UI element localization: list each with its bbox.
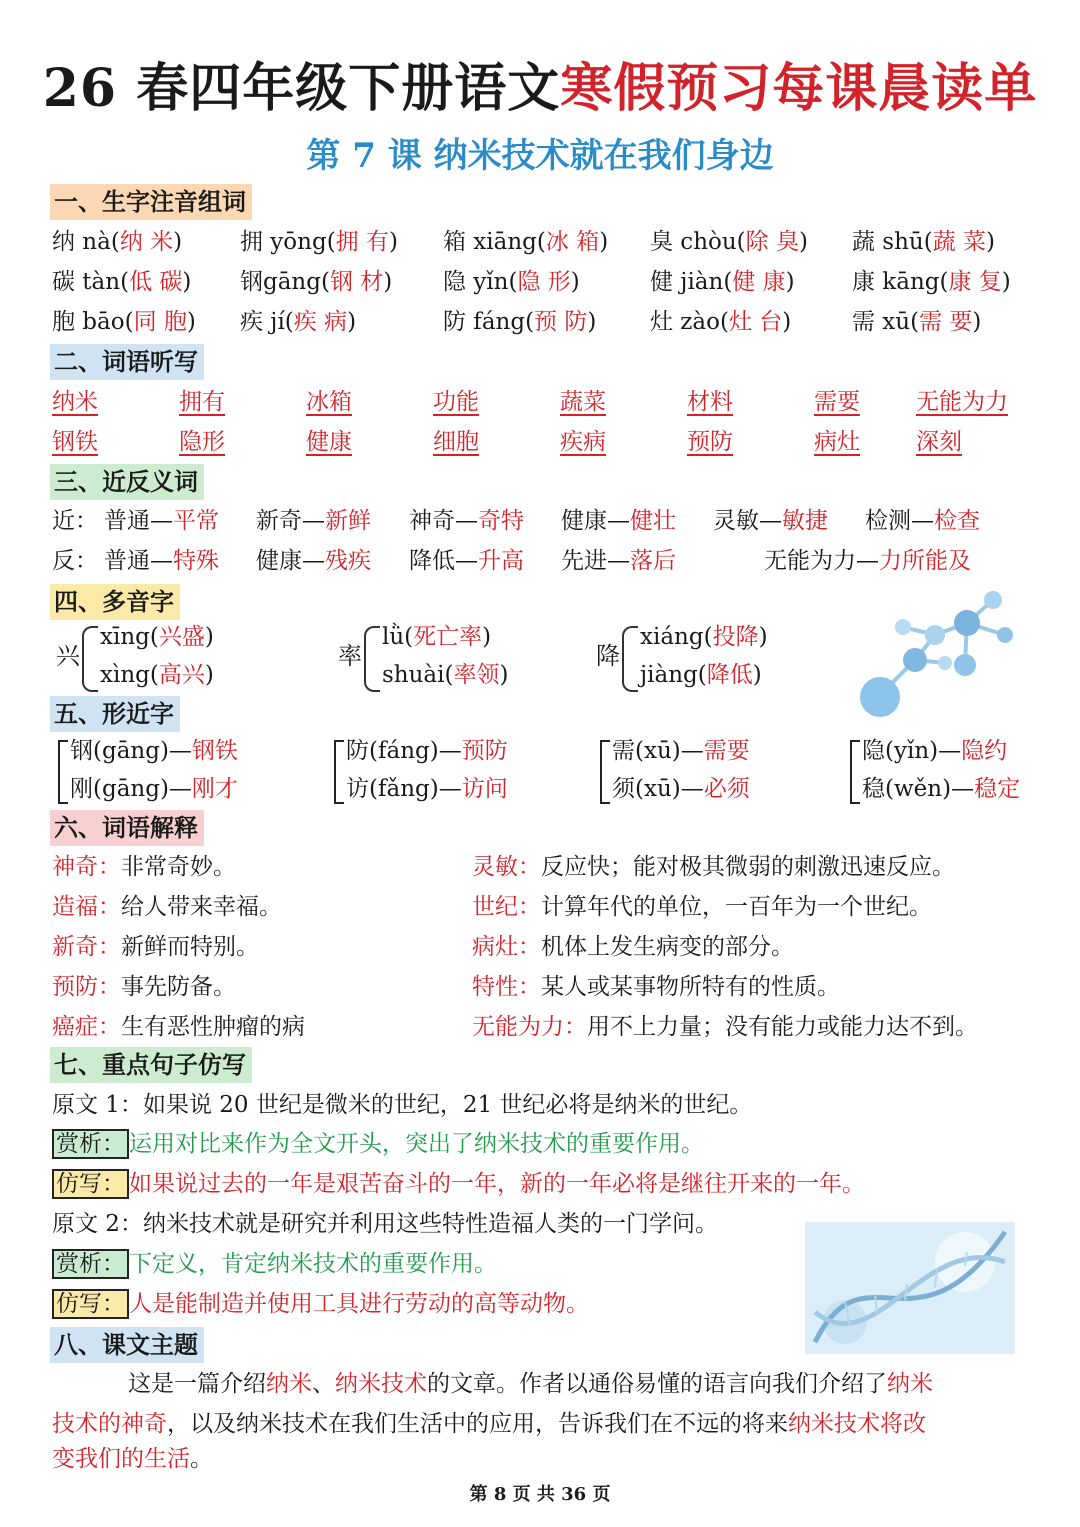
char-entry: [52, 306, 196, 338]
similar-char-entry: [70, 735, 238, 767]
char-word: 健 康: [732, 269, 786, 295]
brace: [622, 626, 638, 692]
definition-text: 计算年代的单位，一百年为一个世纪。: [541, 894, 932, 920]
antonym-match: 升高: [478, 548, 524, 574]
title-prefix: 26 春四年级下册语文: [42, 58, 561, 119]
char-word: 拥 有: [335, 229, 389, 255]
section-heading-5: 五、形近字: [50, 696, 180, 732]
char-pinyin: 健 jiàn(: [650, 269, 733, 295]
similar-char-entry: [612, 735, 750, 767]
similar-char-entry: [862, 773, 1020, 805]
analysis-text-2: 下定义，肯定纳米技术的重要作用。: [129, 1251, 497, 1277]
definition-term: 造福：: [52, 894, 121, 920]
similar-char-entry: [862, 735, 1007, 767]
polyphone-reading: shuài(率领): [382, 662, 509, 688]
section-heading-8: 八、课文主题: [50, 1327, 204, 1363]
antonym-word: 普通—: [104, 548, 173, 574]
brace: [364, 626, 380, 692]
definition-term: 新奇：: [52, 934, 121, 960]
analysis-text-1: 运用对比来作为全文开头，突出了纳米技术的重要作用。: [129, 1131, 704, 1157]
char-close: ): [383, 269, 393, 295]
definition-item: [52, 851, 236, 883]
imitation-tag: 仿写：: [52, 1169, 129, 1199]
polyphone-char: 降: [596, 642, 620, 670]
similar-char: 访(fǎng)—: [346, 776, 462, 802]
similar-char: 稳(wěn)—: [862, 776, 975, 802]
dictation-word: 健康: [306, 429, 352, 455]
synonym-match: 平常: [173, 508, 219, 534]
synonym-pair: [409, 505, 524, 537]
theme-line-3: 变我们的生活。: [52, 1446, 213, 1472]
section-heading-2: 二、词语听写: [50, 344, 204, 380]
char-entry: [852, 306, 981, 338]
original-sentence-1: 原文 1：如果说 20 世纪是微米的世纪，21 世纪必将是纳米的世纪。: [52, 1092, 753, 1118]
definition-text: 生有恶性肿瘤的病: [121, 1014, 305, 1040]
near-label: 近：: [52, 508, 98, 534]
analysis-tag: 赏析：: [52, 1129, 129, 1159]
analysis-tag: 赏析：: [52, 1249, 129, 1279]
char-pinyin: 隐 yǐn(: [443, 269, 518, 295]
imitation-text-1: 如果说过去的一年是艰苦奋斗的一年，新的一年必将是继往开来的一年。: [129, 1171, 865, 1197]
antonym-word: 健康—: [256, 548, 325, 574]
reading-pinyin: lǜ(: [382, 624, 414, 650]
polyphone-reading: xīng(兴盛): [100, 624, 214, 650]
definition-text: 事先防备。: [121, 974, 236, 1000]
char-close: ): [173, 229, 183, 255]
char-close: ): [587, 309, 597, 335]
antonym-pair: [104, 545, 219, 577]
similar-char: 防(fáng)—: [346, 738, 462, 764]
polyphone-reading: xiáng(投降): [640, 624, 768, 650]
polyphone-reading: xìng(高兴): [100, 662, 214, 688]
char-close: ): [570, 269, 580, 295]
definition-term: 特性：: [472, 974, 541, 1000]
dictation-word: 拥有: [179, 389, 225, 415]
polyphone-reading: jiàng(降低): [640, 662, 762, 688]
polyphone-char: 兴: [56, 642, 80, 670]
section-heading-6: 六、词语解释: [50, 810, 204, 846]
definition-term: 神奇：: [52, 854, 121, 880]
char-pinyin: 箱 xiāng(: [443, 229, 546, 255]
imitation-1: [52, 1168, 865, 1200]
similar-word: 必须: [703, 776, 750, 802]
definition-text: 反应快；能对极其微弱的刺激迅速反应。: [541, 854, 955, 880]
synonym-word: 健康—: [561, 508, 630, 534]
char-close: ): [782, 309, 792, 335]
polyphone-reading: lǜ(死亡率): [382, 624, 492, 650]
reading-word: 高兴: [158, 662, 205, 688]
char-pinyin: 拥 yōng(: [240, 229, 336, 255]
dictation-word: 钢铁: [52, 429, 98, 455]
similar-word: 访问: [461, 776, 508, 802]
similar-char-entry: [346, 735, 508, 767]
definition-item: [472, 931, 794, 963]
analysis-1: [52, 1128, 704, 1160]
char-close: ): [186, 309, 196, 335]
reading-pinyin: jiàng(: [640, 662, 707, 688]
definition-text: 给人带来幸福。: [121, 894, 282, 920]
theme-line-2: 技术的神奇，以及纳米技术在我们生活中的应用，告诉我们在不远的将来纳米技术将改: [52, 1411, 926, 1437]
char-pinyin: 臭 chòu(: [650, 229, 746, 255]
dictation-word: 纳米: [52, 389, 98, 415]
similar-word: 隐约: [961, 738, 1008, 764]
brace: [82, 626, 98, 692]
synonym-match: 新鲜: [325, 508, 371, 534]
polyphone-char: 率: [338, 642, 362, 670]
char-pinyin: 蔬 shū(: [852, 229, 933, 255]
char-entry: [52, 266, 191, 298]
char-entry: [240, 266, 392, 298]
definition-item: [472, 851, 955, 883]
char-pinyin: 疾 jí(: [240, 309, 294, 335]
theme-line-1: 这是一篇介绍纳米、纳米技术的文章。作者以通俗易懂的语言向我们介绍了纳米: [128, 1371, 933, 1397]
char-close: ): [599, 229, 609, 255]
char-entry: [240, 226, 398, 258]
similar-char: 须(xū)—: [612, 776, 704, 802]
anti-label: 反：: [52, 548, 98, 574]
char-word: 低 碳: [129, 269, 183, 295]
definition-term: 预防：: [52, 974, 121, 1000]
definition-term: 无能为力：: [472, 1014, 587, 1040]
dictation-word: 冰箱: [306, 389, 352, 415]
antonym-match: 残疾: [325, 548, 371, 574]
char-entry: [852, 226, 995, 258]
antonym-match: 特殊: [173, 548, 219, 574]
char-entry: [443, 266, 580, 298]
analysis-2: [52, 1248, 497, 1280]
bracket: [850, 740, 860, 804]
reading-pinyin: xiáng(: [640, 624, 713, 650]
synonym-pair: [561, 505, 676, 537]
molecule-image: [855, 585, 1020, 725]
antonym-pair: [764, 545, 971, 577]
antonym-word: 降低—: [409, 548, 478, 574]
reading-word: 死亡率: [413, 624, 483, 650]
definition-item: [472, 891, 932, 923]
dictation-word: 预防: [687, 429, 733, 455]
synonym-pair: [713, 505, 828, 537]
definition-term: 病灶：: [472, 934, 541, 960]
synonym-pair: [104, 505, 219, 537]
reading-pinyin: xìng(: [100, 662, 159, 688]
reading-pinyin: shuài(: [382, 662, 454, 688]
antonym-pair: [409, 545, 524, 577]
char-pinyin: 需 xū(: [852, 309, 920, 335]
synonym-word: 神奇—: [409, 508, 478, 534]
similar-char: 刚(gāng)—: [70, 776, 192, 802]
char-word: 灶 台: [728, 309, 783, 335]
similar-char: 隐(yǐn)—: [862, 738, 962, 764]
similar-word: 需要: [703, 738, 750, 764]
antonym-match: 力所能及: [879, 548, 971, 574]
char-pinyin: 胞 bāo(: [52, 309, 134, 335]
synonym-match: 检查: [934, 508, 980, 534]
similar-char: 需(xū)—: [612, 738, 704, 764]
char-pinyin: 碳 tàn(: [52, 269, 130, 295]
bracket: [58, 740, 68, 804]
char-entry: [240, 306, 356, 338]
dictation-word: 无能为力: [916, 389, 1008, 415]
synonym-match: 健壮: [630, 508, 676, 534]
similar-word: 刚才: [191, 776, 238, 802]
definition-text: 某人或某事物所特有的性质。: [541, 974, 840, 1000]
similar-char-entry: [612, 773, 750, 805]
synonym-word: 检测—: [865, 508, 934, 534]
dictation-word: 功能: [433, 389, 479, 415]
definition-item: [52, 891, 282, 923]
char-entry: [650, 266, 795, 298]
definition-term: 灵敏：: [472, 854, 541, 880]
char-word: 蔬 菜: [932, 229, 987, 255]
char-close: ): [388, 229, 398, 255]
char-entry: [852, 266, 1011, 298]
dictation-word: 需要: [814, 389, 860, 415]
imitation-text-2: 人是能制造并使用工具进行劳动的高等动物。: [129, 1291, 589, 1317]
synonym-word: 灵敏—: [713, 508, 782, 534]
definition-text: 机体上发生病变的部分。: [541, 934, 794, 960]
similar-char: 钢(gāng)—: [70, 738, 192, 764]
synonym-word: 新奇—: [256, 508, 325, 534]
char-pinyin: 防 fáng(: [443, 309, 535, 335]
original-sentence-2: 原文 2：纳米技术就是研究并利用这些特性造福人类的一门学问。: [52, 1211, 718, 1237]
char-word: 预 防: [534, 309, 588, 335]
dictation-word: 疾病: [560, 429, 606, 455]
char-close: ): [986, 229, 996, 255]
char-word: 除 臭: [745, 229, 799, 255]
bracket: [600, 740, 610, 804]
reading-word: 率领: [453, 662, 500, 688]
dictation-word: 病灶: [814, 429, 860, 455]
antonym-pair: [561, 545, 676, 577]
section-heading-7: 七、重点句子仿写: [50, 1047, 252, 1083]
imitation-2: [52, 1288, 589, 1320]
lesson-subtitle: 第 7 课 纳米技术就在我们身边: [306, 136, 774, 176]
section-heading-3: 三、近反义词: [50, 464, 204, 500]
char-pinyin: 灶 zào(: [650, 309, 729, 335]
similar-word: 预防: [461, 738, 508, 764]
reading-pinyin: xīng(: [100, 624, 159, 650]
char-word: 需 要: [919, 309, 973, 335]
synonym-pair: [865, 505, 980, 537]
dictation-word: 深刻: [916, 429, 962, 455]
definition-item: [472, 1011, 978, 1043]
char-close: ): [798, 229, 808, 255]
dictation-word: 蔬菜: [560, 389, 606, 415]
reading-word: 兴盛: [158, 624, 205, 650]
similar-word: 钢铁: [191, 738, 238, 764]
char-word: 同 胞: [133, 309, 187, 335]
page-title: [0, 46, 1080, 121]
definition-item: [52, 1011, 305, 1043]
reading-word: 投降: [712, 624, 759, 650]
char-entry: [443, 226, 608, 258]
definition-text: 用不上力量；没有能力或能力达不到。: [587, 1014, 978, 1040]
char-close: ): [785, 269, 795, 295]
char-word: 疾 病: [293, 309, 348, 335]
synonym-word: 普通—: [104, 508, 173, 534]
char-close: ): [182, 269, 192, 295]
antonym-match: 落后: [630, 548, 676, 574]
char-word: 钢 材: [329, 269, 384, 295]
antonym-word: 无能为力—: [764, 548, 879, 574]
page-number: 第 8 页 共 36 页: [469, 1484, 611, 1505]
definition-item: [52, 931, 259, 963]
char-word: 纳 米: [119, 229, 174, 255]
synonym-match: 敏捷: [782, 508, 828, 534]
imitation-tag: 仿写：: [52, 1289, 129, 1319]
dna-image: [805, 1222, 1015, 1354]
definition-item: [472, 971, 840, 1003]
char-entry: [650, 226, 808, 258]
char-entry: [52, 226, 182, 258]
similar-word: 稳定: [974, 776, 1021, 802]
dictation-word: 材料: [687, 389, 733, 415]
similar-char-entry: [346, 773, 508, 805]
synonym-match: 奇特: [478, 508, 524, 534]
definition-text: 非常奇妙。: [121, 854, 236, 880]
similar-char-entry: [70, 773, 238, 805]
char-close: ): [1001, 269, 1011, 295]
definition-term: 癌症：: [52, 1014, 121, 1040]
bracket: [334, 740, 344, 804]
definition-term: 世纪：: [472, 894, 541, 920]
char-pinyin: 钢gāng(: [240, 269, 330, 295]
synonym-pair: [256, 505, 371, 537]
char-close: ): [347, 309, 357, 335]
char-word: 康 复: [948, 269, 1002, 295]
definition-item: [52, 971, 236, 1003]
char-word: 隐 形: [517, 269, 571, 295]
char-pinyin: 康 kāng(: [852, 269, 949, 295]
reading-word: 降低: [706, 662, 753, 688]
char-pinyin: 纳 nà(: [52, 229, 120, 255]
dictation-word: 隐形: [179, 429, 225, 455]
section-heading-1: 一、生字注音组词: [50, 184, 252, 220]
char-close: ): [972, 309, 982, 335]
section-heading-4: 四、多音字: [50, 584, 180, 620]
antonym-word: 先进—: [561, 548, 630, 574]
antonym-pair: [256, 545, 371, 577]
title-highlight: 寒假预习每课晨读单: [560, 58, 1038, 119]
char-word: 冰 箱: [545, 229, 600, 255]
char-entry: [650, 306, 791, 338]
dictation-word: 细胞: [433, 429, 479, 455]
char-entry: [443, 306, 596, 338]
definition-text: 新鲜而特别。: [121, 934, 259, 960]
